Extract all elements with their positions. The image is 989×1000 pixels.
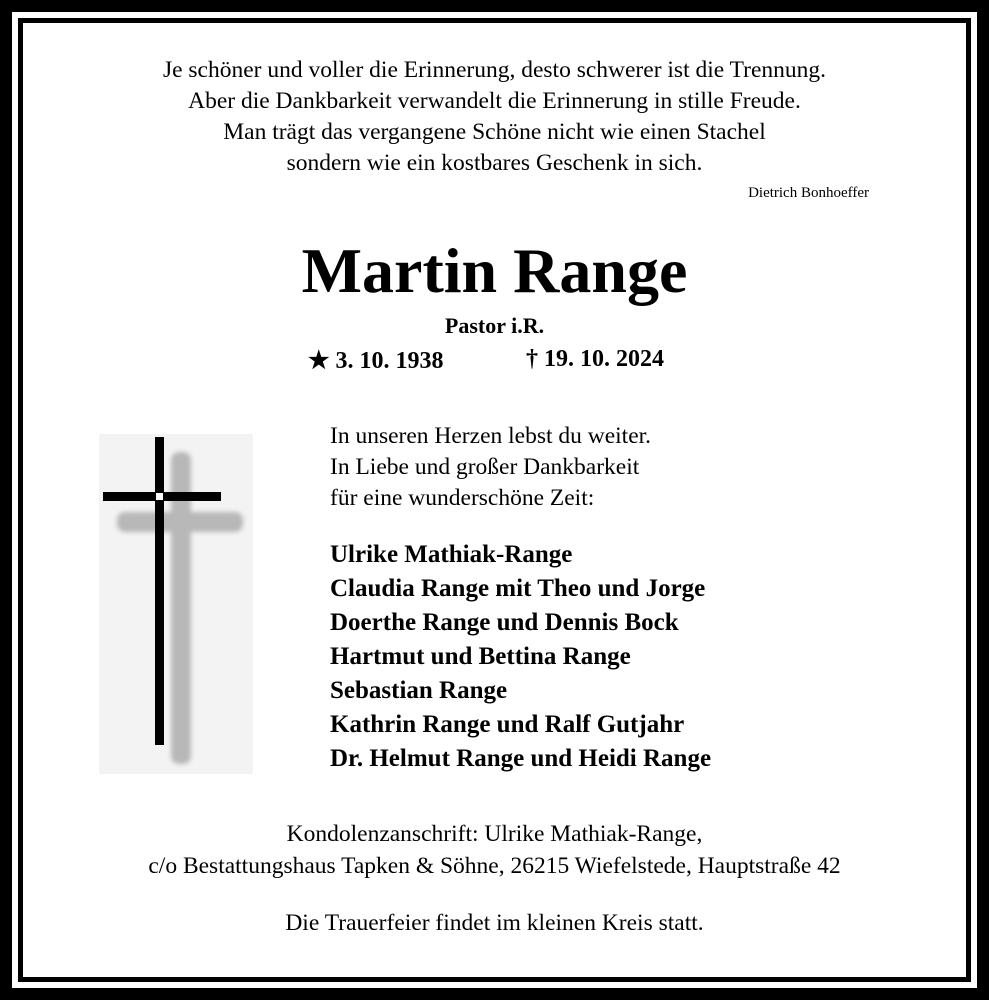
family-member: Dr. Helmut Range und Heidi Range xyxy=(330,745,712,772)
family-member: Ulrike Mathiak-Range xyxy=(330,541,573,568)
condolence-address xyxy=(23,818,966,882)
quote-line: Man trägt das vergangene Schöne nicht wie einen Stachel xyxy=(223,119,766,145)
bonhoeffer-quote xyxy=(23,55,966,179)
death-date-value: 19. 10. 2024 xyxy=(544,346,664,372)
quote-author: Dietrich Bonhoeffer xyxy=(748,185,869,201)
remembrance-text xyxy=(330,421,651,514)
obituary-notice xyxy=(23,23,966,977)
family-list xyxy=(330,538,711,776)
death-date xyxy=(526,346,664,373)
quote-line: Aber die Dankbarkeit verwandelt die Erinnerung in stille Freude. xyxy=(188,88,801,114)
dagger-icon: † xyxy=(526,346,538,372)
family-member: Hartmut und Bettina Range xyxy=(330,643,631,670)
remembrance-line: In unseren Herzen lebst du weiter. xyxy=(330,423,652,449)
family-member: Kathrin Range und Ralf Gutjahr xyxy=(330,711,685,738)
quote-line: Je schöner und voller die Erinnerung, desto schwerer ist die Trennung. xyxy=(162,57,827,83)
remembrance-line: In Liebe und großer Dankbarkeit xyxy=(330,454,640,480)
birth-date xyxy=(308,346,444,375)
star-icon: ★ xyxy=(308,348,330,374)
family-member: Sebastian Range xyxy=(330,677,508,704)
condolence-line: c/o Bestattungshaus Tapken & Söhne, 26215 Wiefelstede, Hauptstraße 42 xyxy=(148,853,841,879)
funeral-note: Die Trauerfeier findet im kleinen Kreis statt. xyxy=(285,910,704,936)
cross-foreground xyxy=(103,437,221,745)
deceased-name: Martin Range xyxy=(301,235,688,306)
birth-date-value: 3. 10. 1938 xyxy=(335,348,444,374)
deceased-title: Pastor i.R. xyxy=(444,313,545,338)
condolence-line: Kondolenzanschrift: Ulrike Mathiak-Range, xyxy=(286,821,703,847)
family-member: Claudia Range mit Theo und Jorge xyxy=(330,575,706,602)
quote-line: sondern wie ein kostbares Geschenk in sich. xyxy=(286,150,703,176)
cross-image xyxy=(99,434,253,774)
remembrance-line: für eine wunderschöne Zeit: xyxy=(330,485,595,511)
cross-icon xyxy=(99,434,253,774)
family-member: Doerthe Range und Dennis Bock xyxy=(330,609,679,636)
